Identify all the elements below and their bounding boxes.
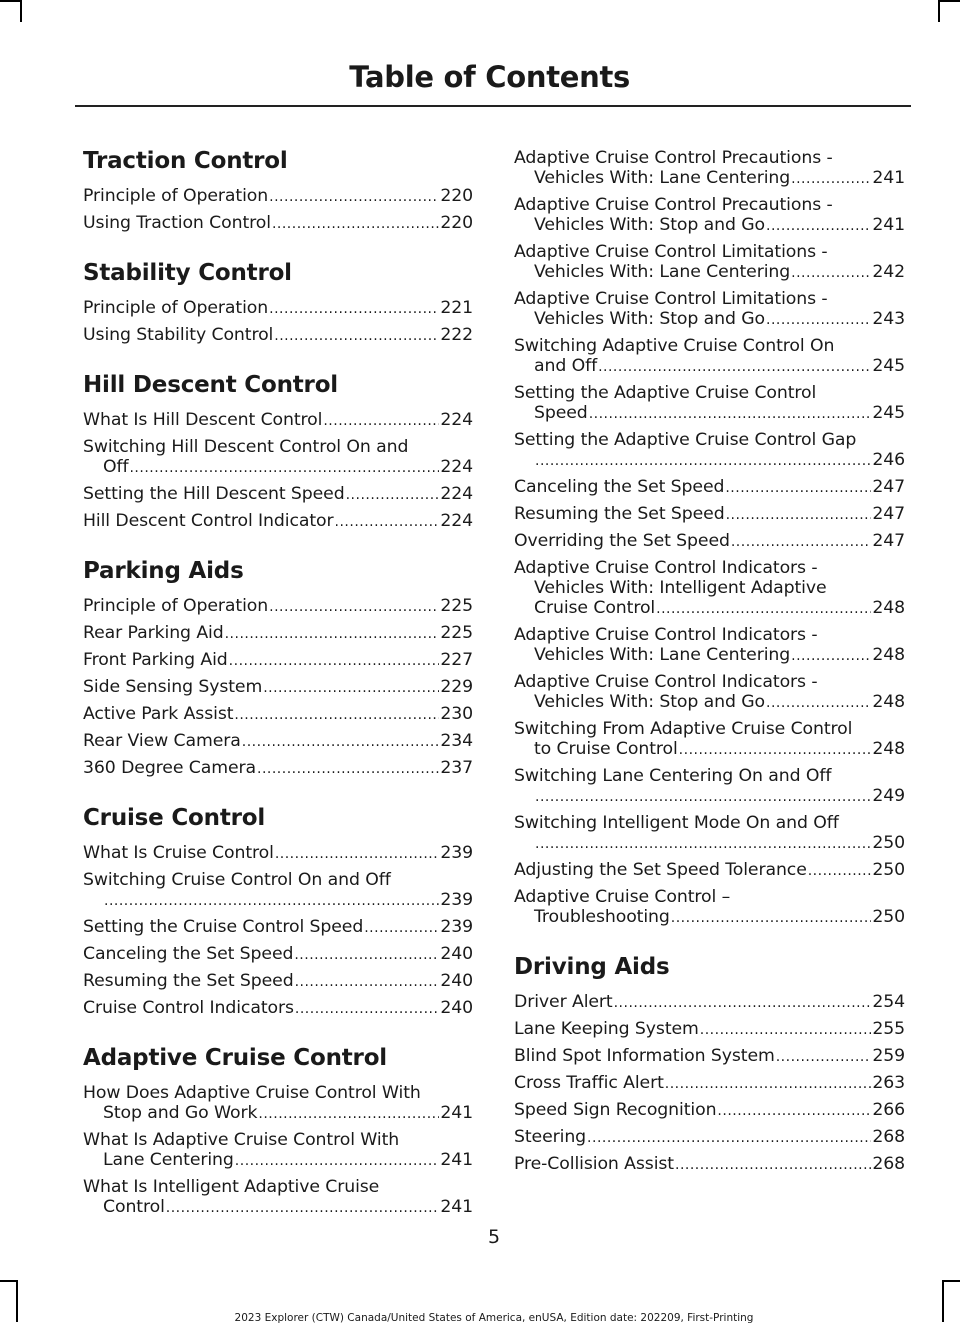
toc-entry[interactable]	[514, 1046, 905, 1067]
toc-entry[interactable]	[83, 843, 473, 864]
toc-entry-title: Adaptive Cruise Control Precautions -	[514, 195, 833, 215]
toc-entry-title: Speed Sign Recognition	[514, 1100, 717, 1120]
dot-leader	[274, 325, 439, 346]
toc-entry[interactable]	[514, 860, 905, 881]
toc-page-number: 241	[872, 215, 905, 235]
toc-page-number: 227	[440, 650, 473, 670]
toc-entry[interactable]	[83, 325, 473, 346]
toc-entry[interactable]	[514, 766, 905, 807]
toc-page-number: 240	[440, 944, 473, 964]
dot-leader	[129, 457, 439, 478]
toc-entry-title: Pre-Collision Assist	[514, 1154, 674, 1174]
toc-page-number: 247	[872, 477, 905, 497]
toc-entry-title: Switching Hill Descent Control On and	[83, 437, 409, 457]
toc-entry-list	[514, 148, 905, 928]
toc-entry-title: Blind Spot Information System	[514, 1046, 775, 1066]
toc-entry[interactable]	[83, 484, 473, 505]
toc-right-column	[514, 148, 905, 1199]
toc-entry-title: Canceling the Set Speed	[514, 477, 725, 497]
toc-entry[interactable]	[83, 704, 473, 725]
toc-entry-title: Lane Keeping System	[514, 1019, 699, 1039]
dot-leader	[294, 944, 439, 965]
toc-entry-title: Adaptive Cruise Control –	[514, 887, 731, 907]
edition-footer: 2023 Explorer (CTW) Canada/United States of America, enUSA, Edition date: 202209, First-Printing	[234, 1312, 754, 1324]
toc-entry-title: Switching Lane Centering On and Off	[514, 766, 832, 786]
toc-page-number: 241	[440, 1103, 473, 1123]
toc-entry-title: Using Traction Control	[83, 213, 271, 233]
dot-leader	[275, 843, 439, 864]
toc-page-number: 263	[872, 1073, 905, 1093]
section-heading: Driving Aids	[514, 954, 670, 980]
dot-leader	[229, 650, 440, 671]
dot-leader	[535, 833, 871, 854]
dot-leader	[598, 356, 871, 377]
toc-entry-list	[83, 843, 473, 1019]
toc-entry[interactable]	[83, 1130, 473, 1171]
toc-entry[interactable]	[83, 650, 473, 671]
toc-page-number: 234	[440, 731, 473, 751]
toc-entry[interactable]	[83, 410, 473, 431]
page-title: Table of Contents	[349, 60, 630, 94]
toc-page-number: 220	[440, 213, 473, 233]
toc-entry-title: Switching From Adaptive Cruise Control	[514, 719, 853, 739]
toc-entry[interactable]	[83, 511, 473, 532]
toc-entry-title: Driver Alert	[514, 992, 613, 1012]
dot-leader	[589, 403, 872, 424]
toc-entry-title: Switching Intelligent Mode On and Off	[514, 813, 839, 833]
toc-page-number: 224	[440, 457, 473, 477]
toc-entry[interactable]	[514, 1073, 905, 1094]
toc-entry-title: Off	[103, 457, 129, 477]
crop-mark	[0, 0, 22, 2]
toc-entry-title: Principle of Operation	[83, 298, 269, 318]
toc-entry[interactable]	[83, 1083, 473, 1124]
dot-leader	[776, 1046, 872, 1067]
toc-entry-title: Rear Parking Aid	[83, 623, 224, 643]
toc-entry[interactable]	[514, 625, 905, 666]
toc-entry[interactable]	[514, 430, 905, 471]
toc-page-number: 225	[440, 596, 473, 616]
toc-page-number: 248	[872, 739, 905, 759]
toc-page-number: 240	[440, 971, 473, 991]
toc-page-number: 268	[872, 1154, 905, 1174]
dot-leader	[323, 410, 439, 431]
toc-entry[interactable]	[514, 242, 905, 283]
toc-entry-title: What Is Cruise Control	[83, 843, 274, 863]
toc-entry-title: Setting the Adaptive Cruise Control	[514, 383, 817, 403]
toc-page-number: 247	[872, 504, 905, 524]
dot-leader	[614, 992, 872, 1013]
toc-entry[interactable]	[514, 195, 905, 236]
dot-leader	[766, 309, 871, 330]
toc-page-number: 239	[440, 917, 473, 937]
toc-page-number: 259	[872, 1046, 905, 1066]
toc-entry-title: Control	[103, 1197, 165, 1217]
dot-leader	[656, 598, 871, 619]
toc-entry-title: Speed	[534, 403, 588, 423]
toc-page-number: 250	[872, 860, 905, 880]
toc-entry-title: 360 Degree Camera	[83, 758, 256, 778]
dot-leader	[242, 731, 440, 752]
toc-page-number: 242	[872, 262, 905, 282]
toc-entry[interactable]	[83, 870, 473, 911]
toc-entry[interactable]	[514, 1127, 905, 1148]
toc-page-number: 239	[440, 843, 473, 863]
toc-entry-title: Rear View Camera	[83, 731, 241, 751]
dot-leader	[726, 504, 872, 525]
toc-entry[interactable]	[514, 992, 905, 1013]
dot-leader	[272, 213, 439, 234]
toc-page-number: 237	[440, 758, 473, 778]
toc-entry[interactable]	[514, 289, 905, 330]
toc-entry-title: Lane Centering	[103, 1150, 234, 1170]
toc-page-number: 241	[440, 1197, 473, 1217]
section-heading: Stability Control	[83, 260, 292, 286]
toc-page-number: 248	[872, 645, 905, 665]
toc-page-number: 241	[440, 1150, 473, 1170]
toc-entry-title: Cruise Control	[534, 598, 656, 618]
dot-leader	[346, 484, 440, 505]
toc-entry[interactable]	[83, 731, 473, 752]
dot-leader	[791, 168, 871, 189]
dot-leader	[166, 1197, 440, 1218]
toc-page-number: 220	[440, 186, 473, 206]
toc-entry[interactable]	[514, 558, 905, 619]
toc-entry[interactable]	[83, 917, 473, 938]
toc-entry[interactable]	[83, 944, 473, 965]
toc-page-number: 225	[440, 623, 473, 643]
toc-page-number: 222	[440, 325, 473, 345]
dot-leader	[104, 890, 439, 911]
toc-entry[interactable]	[83, 186, 473, 207]
toc-entry-title: Setting the Hill Descent Speed	[83, 484, 345, 504]
toc-entry[interactable]	[514, 1154, 905, 1175]
dot-leader	[364, 917, 439, 938]
section-heading: Hill Descent Control	[83, 372, 338, 398]
dot-leader	[675, 1154, 871, 1175]
toc-page-number: 249	[872, 786, 905, 806]
toc-entry-title: Overriding the Set Speed	[514, 531, 730, 551]
section-heading: Parking Aids	[83, 558, 244, 584]
toc-page-number: 266	[872, 1100, 905, 1120]
toc-entry-title: Adaptive Cruise Control Limitations -	[514, 242, 828, 262]
dot-leader	[679, 739, 872, 760]
toc-entry-title: Using Stability Control	[83, 325, 274, 345]
toc-page-number: 248	[872, 692, 905, 712]
toc-entry-title: Switching Cruise Control On and Off	[83, 870, 391, 890]
toc-entry-title: Adjusting the Set Speed Tolerance	[514, 860, 807, 880]
toc-entry-title: What Is Intelligent Adaptive Cruise	[83, 1177, 380, 1197]
toc-entry[interactable]	[83, 758, 473, 779]
toc-entry-title: Vehicles With: Stop and Go	[534, 309, 766, 329]
toc-entry-title: Side Sensing System	[83, 677, 263, 697]
dot-leader	[700, 1019, 872, 1040]
toc-entry[interactable]	[83, 998, 473, 1019]
toc-entry[interactable]	[83, 971, 473, 992]
toc-page-number: 268	[872, 1127, 905, 1147]
toc-entry-title: Front Parking Aid	[83, 650, 228, 670]
toc-entry[interactable]	[514, 148, 905, 189]
toc-entry-title: How Does Adaptive Cruise Control With	[83, 1083, 421, 1103]
toc-page-number: 243	[872, 309, 905, 329]
toc-entry-list	[83, 410, 473, 532]
toc-entry-title: Vehicles With: Lane Centering	[534, 645, 791, 665]
dot-leader	[535, 450, 871, 471]
toc-entry-title: Adaptive Cruise Control Indicators -	[514, 558, 818, 578]
dot-leader	[791, 262, 871, 283]
toc-entry[interactable]	[514, 477, 905, 498]
dot-leader	[665, 1073, 872, 1094]
dot-leader	[717, 1100, 871, 1121]
toc-entry-title: Adaptive Cruise Control Indicators -	[514, 625, 818, 645]
toc-page-number: 250	[872, 833, 905, 853]
toc-entry-title: Principle of Operation	[83, 596, 269, 616]
toc-page-number: 221	[440, 298, 473, 318]
section-heading: Traction Control	[83, 148, 288, 174]
dot-leader	[535, 786, 871, 807]
toc-entry-title: Principle of Operation	[83, 186, 269, 206]
toc-page-number: 247	[872, 531, 905, 551]
toc-entry-title: Vehicles With: Stop and Go	[534, 692, 766, 712]
toc-entry[interactable]	[83, 677, 473, 698]
dot-leader	[587, 1127, 871, 1148]
toc-entry-list	[514, 992, 905, 1175]
toc-entry-title: Hill Descent Control Indicator	[83, 511, 334, 531]
toc-entry-title: Setting the Cruise Control Speed	[83, 917, 364, 937]
dot-leader	[766, 692, 871, 713]
toc-entry[interactable]	[514, 336, 905, 377]
toc-page-number: 250	[872, 907, 905, 927]
toc-page-number: 224	[440, 511, 473, 531]
dot-leader	[295, 998, 439, 1019]
toc-entry-title: Vehicles With: Stop and Go	[534, 215, 766, 235]
toc-entry[interactable]	[83, 213, 473, 234]
toc-entry[interactable]	[514, 813, 905, 854]
toc-left-column	[83, 146, 473, 1242]
dot-leader	[808, 860, 872, 881]
toc-page-number: 245	[872, 403, 905, 423]
header-divider	[75, 105, 911, 107]
section-heading: Adaptive Cruise Control	[83, 1045, 387, 1071]
toc-entry-list	[83, 298, 473, 346]
dot-leader	[791, 645, 871, 666]
toc-entry-title: Vehicles With: Lane Centering	[534, 168, 791, 188]
dot-leader	[234, 704, 439, 725]
dot-leader	[295, 971, 440, 992]
toc-entry-title: Troubleshooting	[534, 907, 670, 927]
toc-entry[interactable]	[514, 531, 905, 552]
toc-entry-title: Switching Adaptive Cruise Control On	[514, 336, 835, 356]
dot-leader	[269, 186, 439, 207]
toc-entry[interactable]	[514, 672, 905, 713]
toc-entry-title: Setting the Adaptive Cruise Control Gap	[514, 430, 857, 450]
toc-entry-title: Resuming the Set Speed	[514, 504, 725, 524]
toc-entry-title: Vehicles With: Intelligent Adaptive	[534, 578, 827, 598]
dot-leader	[263, 677, 439, 698]
toc-entry-title: Steering	[514, 1127, 587, 1147]
toc-entry[interactable]	[83, 596, 473, 617]
section-heading: Cruise Control	[83, 805, 266, 831]
dot-leader	[258, 1103, 439, 1124]
dot-leader	[731, 531, 871, 552]
dot-leader	[335, 511, 440, 532]
dot-leader	[257, 758, 439, 779]
toc-entry[interactable]	[514, 383, 905, 424]
toc-entry-title: What Is Adaptive Cruise Control With	[83, 1130, 400, 1150]
toc-entry[interactable]	[83, 298, 473, 319]
toc-entry-title: Cross Traffic Alert	[514, 1073, 664, 1093]
toc-entry-title: Adaptive Cruise Control Precautions -	[514, 148, 833, 168]
toc-page-number: 246	[872, 450, 905, 470]
toc-page-number: 241	[872, 168, 905, 188]
toc-page-number: 255	[872, 1019, 905, 1039]
toc-page-number: 224	[440, 484, 473, 504]
toc-entry[interactable]	[83, 1177, 473, 1218]
toc-page-number: 230	[440, 704, 473, 724]
toc-entry-title: Resuming the Set Speed	[83, 971, 294, 991]
toc-page-number: 240	[440, 998, 473, 1018]
toc-entry-title: Adaptive Cruise Control Limitations -	[514, 289, 828, 309]
toc-entry-title: Active Park Assist	[83, 704, 234, 724]
crop-mark	[20, 0, 22, 22]
toc-entry-title: Vehicles With: Lane Centering	[534, 262, 791, 282]
toc-entry[interactable]	[514, 1019, 905, 1040]
toc-entry[interactable]	[514, 1100, 905, 1121]
toc-entry-title: to Cruise Control	[534, 739, 678, 759]
toc-entry-list	[83, 1083, 473, 1218]
toc-entry-title: Adaptive Cruise Control Indicators -	[514, 672, 818, 692]
toc-page-number: 248	[872, 598, 905, 618]
toc-entry-title: Cruise Control Indicators	[83, 998, 294, 1018]
toc-entry-list	[83, 596, 473, 779]
toc-entry[interactable]	[514, 504, 905, 525]
toc-page-number: 254	[872, 992, 905, 1012]
dot-leader	[671, 907, 872, 928]
dot-leader	[269, 596, 439, 617]
crop-mark	[942, 1280, 960, 1282]
page-number: 5	[487, 1226, 501, 1248]
toc-entry-list	[83, 186, 473, 234]
crop-mark	[938, 0, 940, 22]
dot-leader	[269, 298, 439, 319]
dot-leader	[766, 215, 871, 236]
toc-entry[interactable]	[514, 719, 905, 760]
toc-page-number: 245	[872, 356, 905, 376]
toc-entry[interactable]	[514, 887, 905, 928]
toc-page-number: 224	[440, 410, 473, 430]
dot-leader	[235, 1150, 440, 1171]
crop-mark	[938, 0, 960, 2]
dot-leader	[225, 623, 440, 644]
toc-page-number: 239	[440, 890, 473, 910]
toc-entry[interactable]	[83, 437, 473, 478]
toc-entry-title: What Is Hill Descent Control	[83, 410, 323, 430]
toc-entry-title: Stop and Go Work	[103, 1103, 258, 1123]
toc-entry-title: Canceling the Set Speed	[83, 944, 294, 964]
toc-entry[interactable]	[83, 623, 473, 644]
toc-page-number: 229	[440, 677, 473, 697]
toc-entry-title: and Off	[534, 356, 598, 376]
dot-leader	[725, 477, 871, 498]
